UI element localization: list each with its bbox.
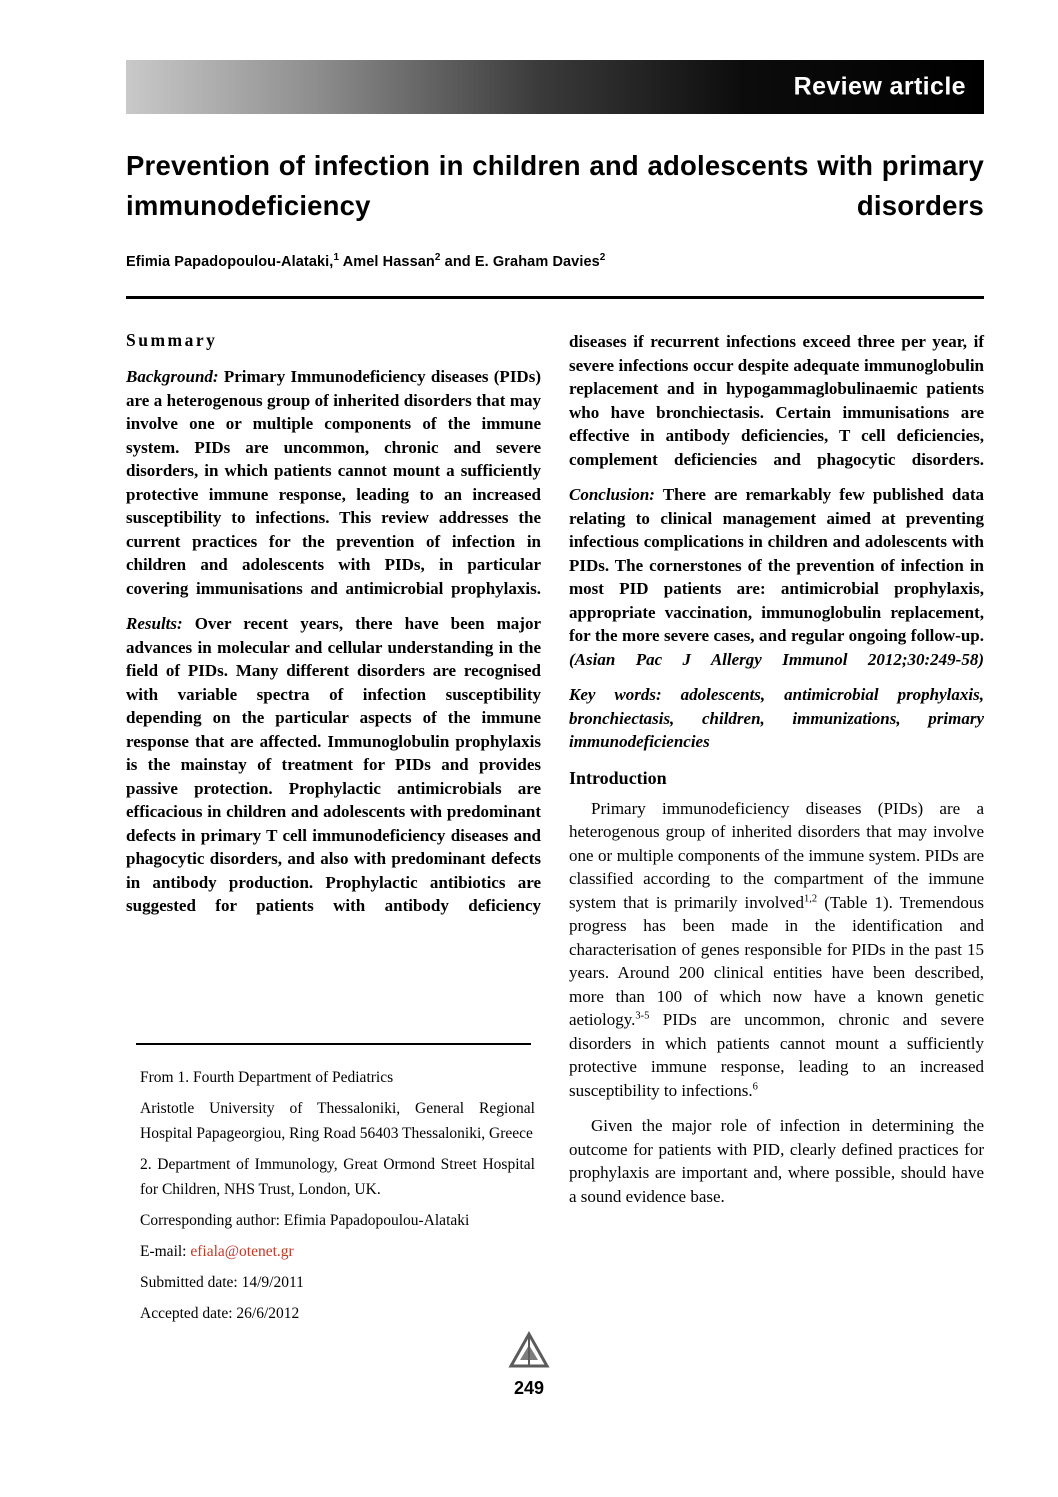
citation-ref-2: 3-5 [635, 1010, 650, 1022]
footnote-accepted-date: Accepted date: 26/6/2012 [140, 1305, 300, 1322]
footnote-divider [136, 1043, 531, 1045]
author-name-2: Amel Hassan [339, 254, 435, 270]
title-block [126, 146, 984, 270]
intro-text-b: (Table 1). Tremendous progress has been made in the identification and characterisation of genes responsible for PIDs in the past 15 years. Around 200 clinical entities have been described, more than 100 of which now have a known genetic aetiology. [569, 892, 984, 1029]
introduction-paragraph-2: Given the major role of infection in determining the outcome for patients with PID, clearly defined practices for prophylaxis are important and, where possible, should have a sound evidence base. [569, 1116, 984, 1206]
summary-heading: Summary [126, 330, 218, 350]
author-name-3: and E. Graham Davies [440, 254, 600, 270]
summary-background-paragraph [126, 365, 541, 600]
review-article-banner [126, 60, 984, 114]
header-divider [126, 296, 984, 299]
conclusion-text: There are remarkably few published data relating to clinical management aimed at preventing infectious complications in children and adolescents with PIDs. The cornerstones of the prevention of infection in most PID patients are: antimicrobial prophylaxis, appropriate vaccination, immunoglobulin replacement, for the more severe cases, and regular ongoing follow-up. [569, 485, 984, 645]
footnote-corresponding-author: Corresponding author: Efimia Papadopoulou-Alataki [140, 1212, 470, 1229]
footnote-email-line [140, 1239, 535, 1264]
summary-results-paragraph [126, 612, 541, 918]
keywords-label: Key words: [569, 685, 662, 704]
banner-label: Review article [793, 72, 966, 101]
author-affil-3: 2 [599, 252, 606, 264]
background-text: Primary Immunodeficiency diseases (PIDs) are a heterogenous group of inherited disorders that may involve one or multiple components of the immune system. PIDs are uncommon, chronic and severe disorders, in which patients cannot mount a sufficiently protective immune response, leading to an increased susceptibility to infections. This review addresses the current practices for the prevention of infection in children and adolescents with PIDs, in particular covering immunisations and antimicrobial prophylaxis. [126, 367, 541, 598]
summary-continued-paragraph: diseases if recurrent infections exceed three per year, if severe infections occur despite adequate immunoglobulin replacement and in hypogammaglobulinaemic patients who have bronchiectasis. Certain immunisations are effective in antibody deficiencies, T cell deficiencies, complement deficiencies and phagocytic disorders. [569, 332, 984, 469]
intro-text-c: PIDs are uncommon, chronic and severe disorders in which patients cannot mount a sufficiently protective immune response, leading to an increased susceptibility to infections. [569, 1010, 984, 1100]
footnote-from: From 1. Fourth Department of Pediatrics [140, 1069, 394, 1086]
author-affil-2: 2 [434, 252, 441, 264]
journal-logo-icon [507, 1330, 551, 1370]
conclusion-label: Conclusion: [569, 485, 655, 504]
citation-ref-3: 6 [752, 1080, 758, 1092]
introduction-heading: Introduction [569, 767, 667, 788]
footnote-submitted-date: Submitted date: 14/9/2011 [140, 1274, 304, 1291]
left-column [126, 330, 541, 930]
footnote-block [140, 1065, 535, 1332]
email-label: E-mail: [140, 1243, 191, 1260]
citation-ref-1: 1,2 [804, 892, 818, 904]
journal-citation: (Asian Pac J Allergy Immunol 2012;30:249-58) [569, 649, 984, 669]
background-label: Background: [126, 367, 219, 386]
author-affil-1: 1 [333, 252, 340, 264]
intro-text-a: Primary immunodeficiency diseases (PIDs) are a heterogenous group of inherited disorders that may involve one or multiple components of the immune system. PIDs are classified according to the compartment of the immune system that is primarily involved [569, 798, 984, 912]
page-number: 249 [513, 1378, 545, 1398]
author-list [126, 254, 984, 270]
results-text: Over recent years, there have been major advances in molecular and cellular understanding in the field of PIDs. Many different disorders are recognised with variable spectra of infection susceptibility depending on the particular aspects of the immune response that are affected. Immunoglobulin prophylaxis is the mainstay of treatment for PIDs and provides passive protection. Prophylactic antimicrobials are efficacious in children and adolescents with predominant defects in primary T cell immunodeficiency diseases and phagocytic disorders, and also with predominant defects in antibody production. Prophylactic antibiotics are suggested for patients with antibody deficiency [126, 614, 541, 915]
footnote-affiliation-1: Aristotle University of Thessaloniki, General Regional Hospital Papageorgiou, Ring Road 56403 Thessaloniki, Greece [140, 1100, 535, 1142]
results-label: Results: [126, 614, 183, 633]
footnote-affiliation-2: 2. Department of Immunology, Great Ormond Street Hospital for Children, NHS Trust, London, UK. [140, 1156, 535, 1198]
summary-conclusion-paragraph [569, 483, 984, 671]
right-column [569, 330, 984, 1220]
email-link[interactable]: efiala@otenet.gr [190, 1243, 294, 1260]
keywords-text: adolescents, antimicrobial prophylaxis, bronchiectasis, children, immunizations, primary immunodeficiencies [569, 685, 984, 751]
page-title: Prevention of infection in children and adolescents with primary immunodeficiency disorders [126, 150, 984, 221]
keywords-paragraph [569, 683, 984, 754]
author-name-1: Efimia Papadopoulou-Alataki, [126, 254, 334, 270]
author-names [126, 254, 605, 270]
introduction-paragraph-1 [569, 797, 984, 1103]
